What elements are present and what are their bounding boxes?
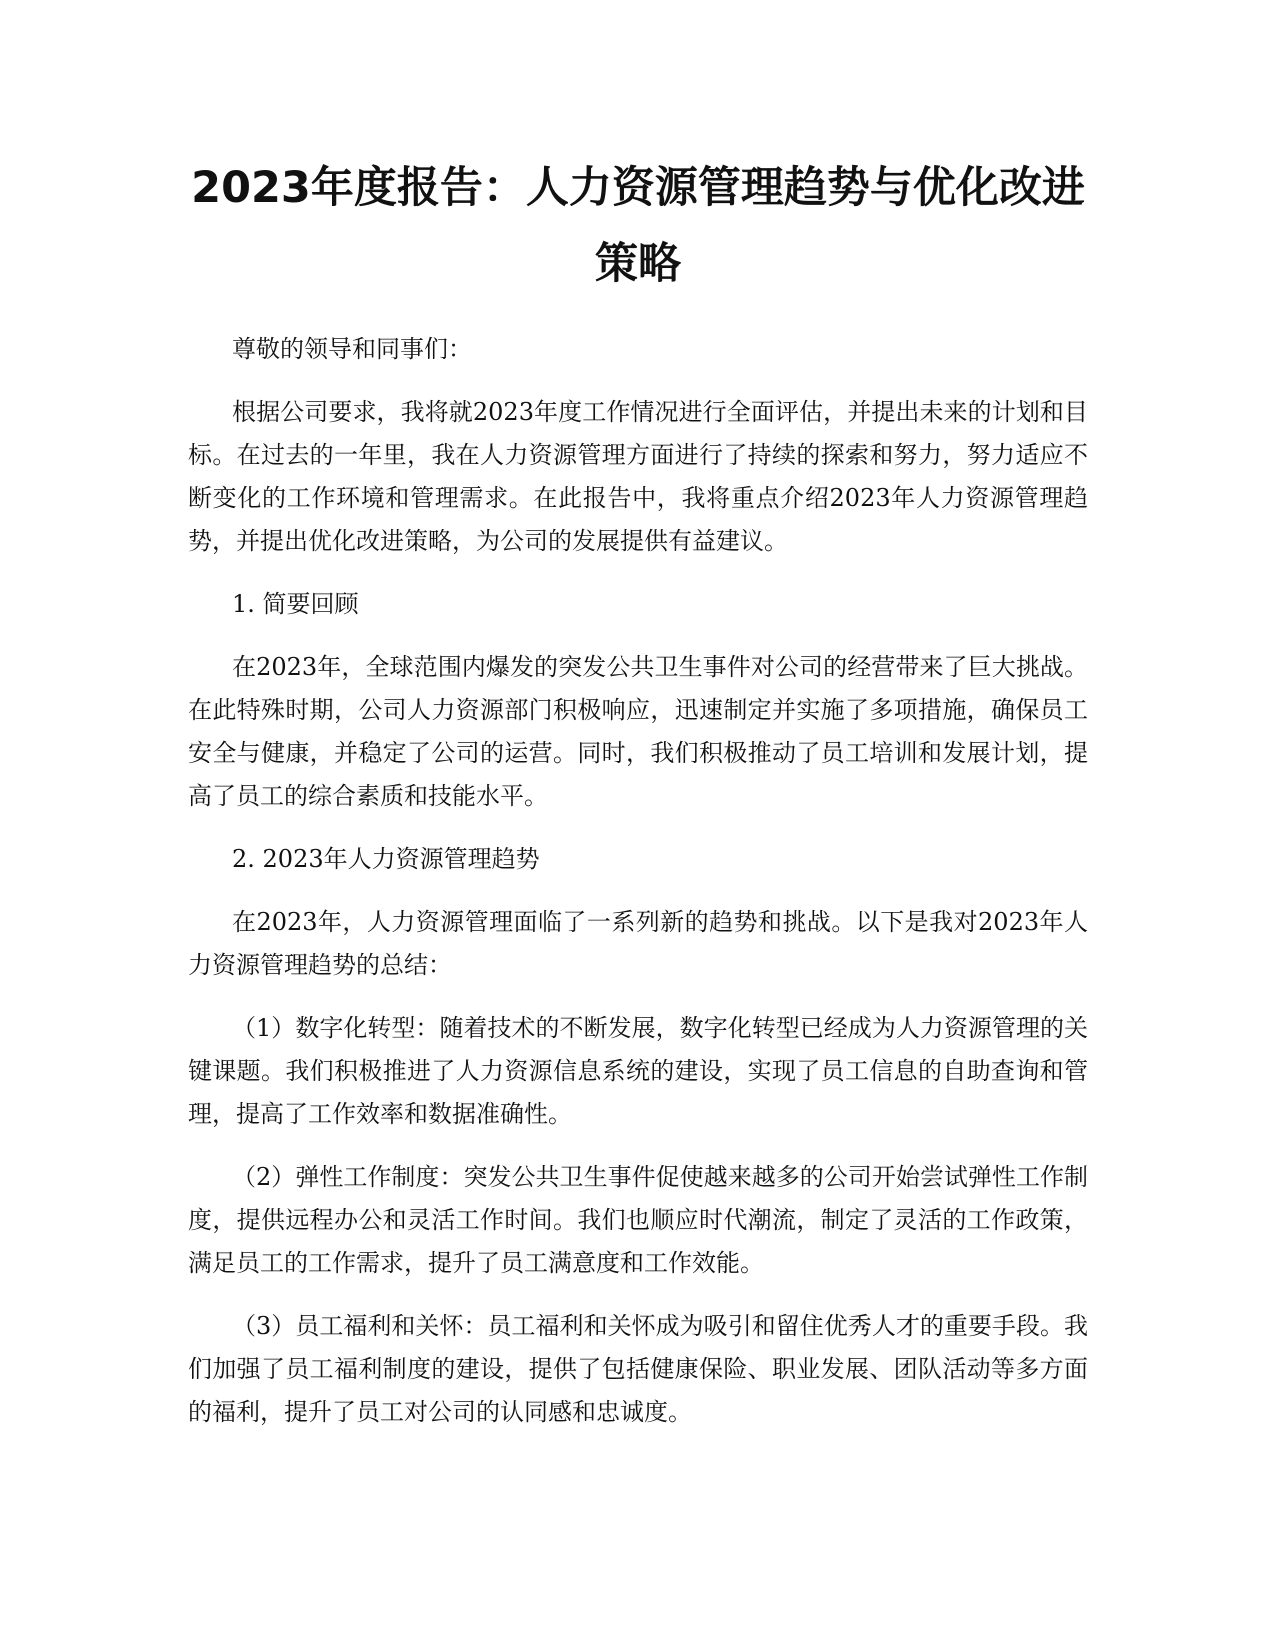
section-heading-review: 1. 简要回顾 bbox=[232, 590, 359, 618]
document-title: 2023年度报告：人力资源管理趋势与优化改进策略 bbox=[191, 163, 1085, 289]
trend-item-flexible-work: （2）弹性工作制度：突发公共卫生事件促使越来越多的公司开始尝试弹性工作制度，提供远程办公和灵活工作时间。我们也顺应时代潮流，制定了灵活的工作政策，满足员工的工作需求，提升了员工满意度和工作效能。 bbox=[188, 1163, 1088, 1277]
trends-intro-paragraph: 在2023年，人力资源管理面临了一系列新的趋势和挑战。以下是我对2023年人力资源管理趋势的总结： bbox=[188, 908, 1088, 979]
trend-item-digital: （1）数字化转型：随着技术的不断发展，数字化转型已经成为人力资源管理的关键课题。我们积极推进了人力资源信息系统的建设，实现了员工信息的自助查询和管理，提高了工作效率和数据准确性。 bbox=[188, 1014, 1088, 1128]
section-heading-trends: 2. 2023年人力资源管理趋势 bbox=[232, 845, 540, 873]
intro-paragraph: 根据公司要求，我将就2023年度工作情况进行全面评估，并提出未来的计划和目标。在过去的一年里，我在人力资源管理方面进行了持续的探索和努力，努力适应不断变化的工作环境和管理需求。在此报告中，我将重点介绍2023年人力资源管理趋势，并提出优化改进策略，为公司的发展提供有益建议。 bbox=[188, 398, 1088, 555]
greeting-paragraph: 尊敬的领导和同事们： bbox=[232, 335, 472, 363]
review-paragraph: 在2023年，全球范围内爆发的突发公共卫生事件对公司的经营带来了巨大挑战。在此特殊时期，公司人力资源部门积极响应，迅速制定并实施了多项措施，确保员工安全与健康，并稳定了公司的运营。同时，我们积极推动了员工培训和发展计划，提高了员工的综合素质和技能水平。 bbox=[188, 653, 1088, 810]
trend-item-welfare: （3）员工福利和关怀：员工福利和关怀成为吸引和留住优秀人才的重要手段。我们加强了员工福利制度的建设，提供了包括健康保险、职业发展、团队活动等多方面的福利，提升了员工对公司的认同感和忠诚度。 bbox=[188, 1312, 1088, 1426]
document-body bbox=[188, 150, 1088, 1454]
